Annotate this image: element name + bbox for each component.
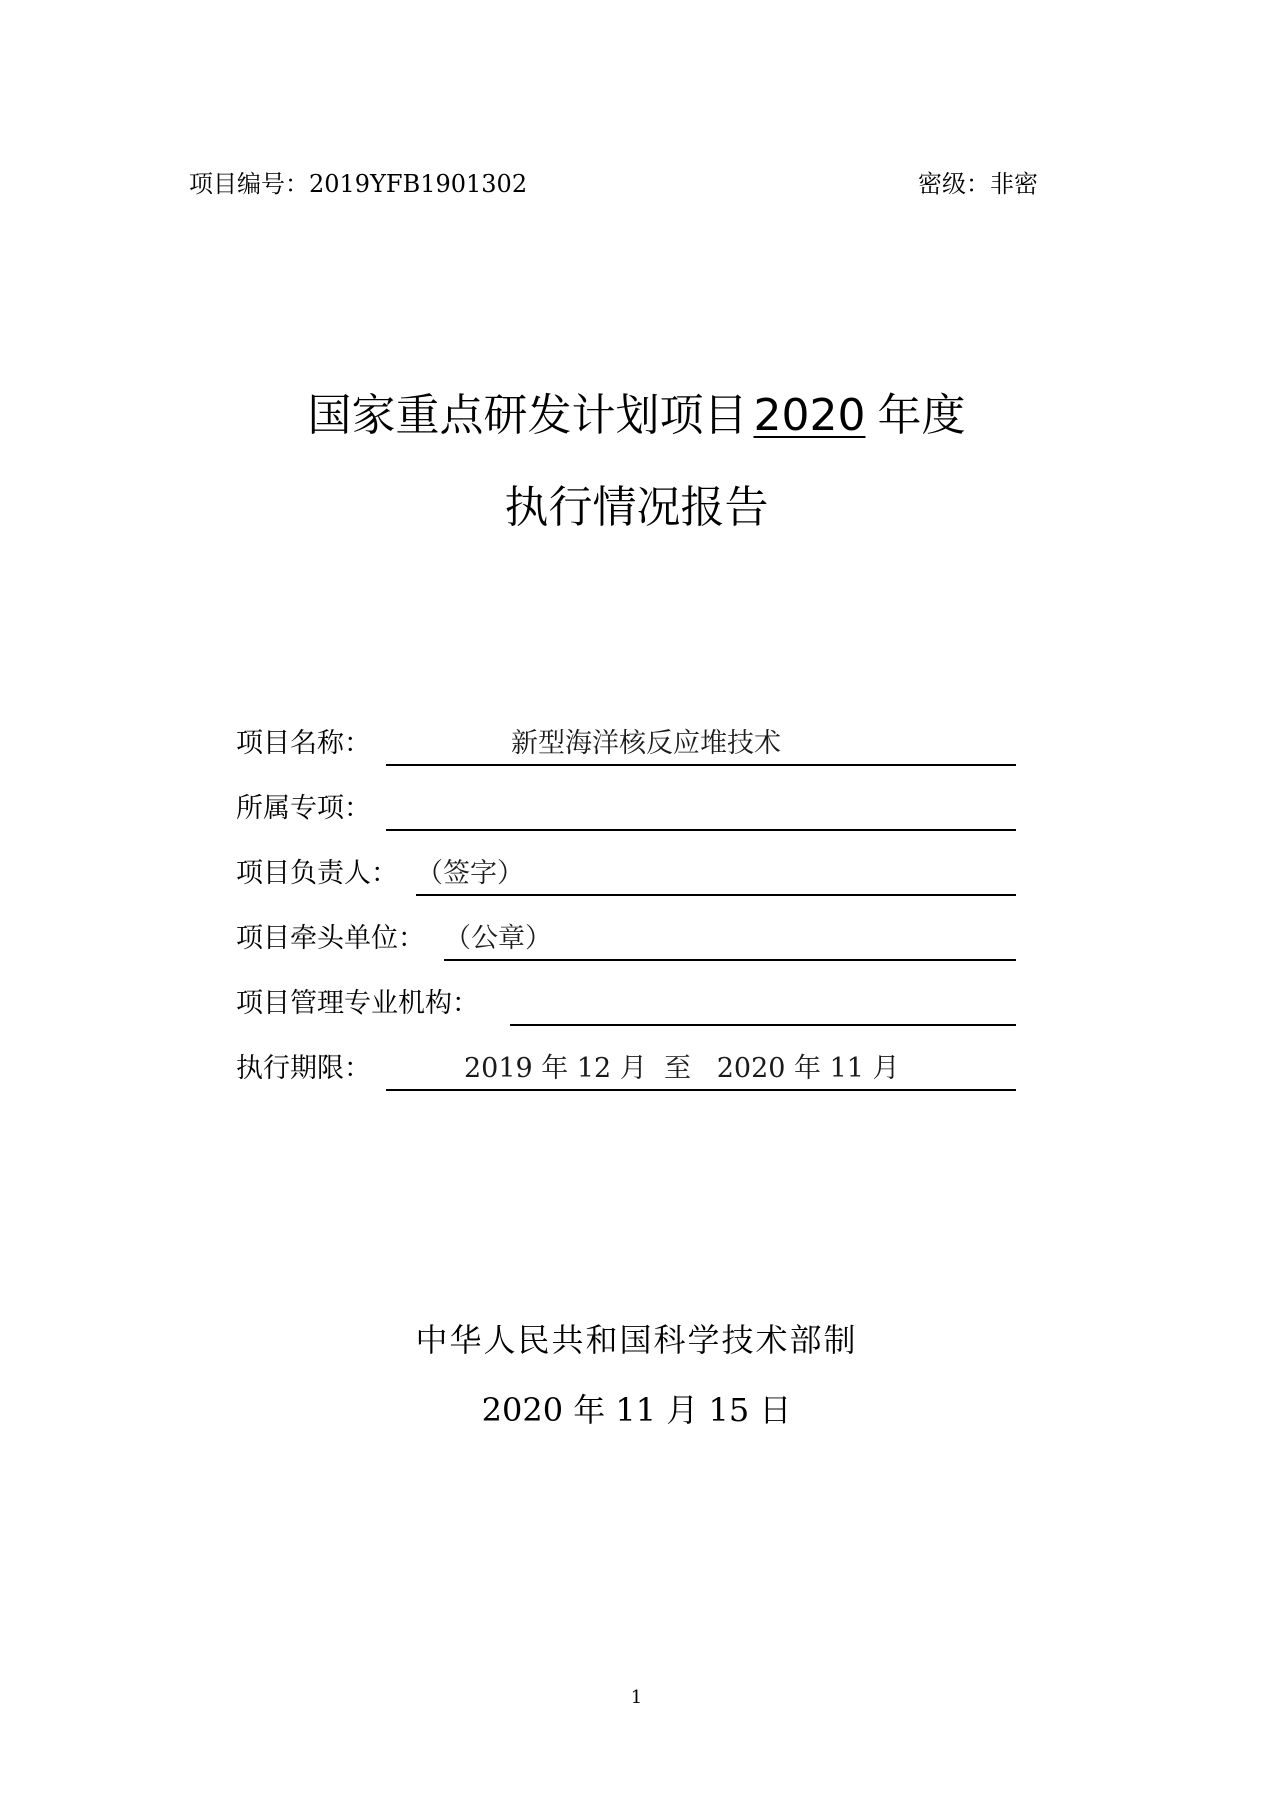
field-project-name: [236, 722, 1016, 766]
page-title: [0, 388, 1273, 444]
field-underline: [510, 982, 1016, 1026]
project-number: [189, 168, 527, 200]
field-label: 所属专项：: [236, 793, 371, 824]
title-suffix: 年度: [877, 390, 966, 441]
project-number-value: 2019YFB1901302: [309, 170, 528, 198]
field-underline: [386, 787, 1016, 831]
field-label: 项目名称：: [236, 728, 371, 759]
page-number: 1: [630, 1687, 643, 1708]
field-management-agency: [236, 982, 1016, 1026]
classification: 密级：非密: [918, 170, 1038, 198]
issuing-organization: 中华人民共和国科学技术部制: [415, 1321, 858, 1359]
issue-date: 2020 年 11 月 15 日: [481, 1391, 792, 1429]
field-label: 项目负责人：: [236, 858, 398, 889]
title-year: 2020: [753, 390, 866, 441]
field-value: （公章）: [444, 923, 552, 954]
field-lead-unit: [236, 917, 1016, 961]
field-period: [236, 1047, 1016, 1091]
page-subtitle: 执行情况报告: [504, 482, 769, 533]
field-leader: [236, 852, 1016, 896]
field-program: [236, 787, 1016, 831]
field-label: 项目管理专业机构：: [236, 988, 479, 1019]
field-label: 项目牵头单位：: [236, 923, 425, 954]
field-value: 新型海洋核反应堆技术: [511, 728, 781, 759]
project-number-label: 项目编号：: [189, 170, 309, 198]
title-prefix: 国家重点研发计划项目: [307, 390, 748, 441]
field-value: 2019 年 12 月 至 2020 年 11 月: [464, 1053, 900, 1084]
field-label: 执行期限：: [236, 1053, 371, 1084]
field-value: （签字）: [416, 858, 524, 889]
